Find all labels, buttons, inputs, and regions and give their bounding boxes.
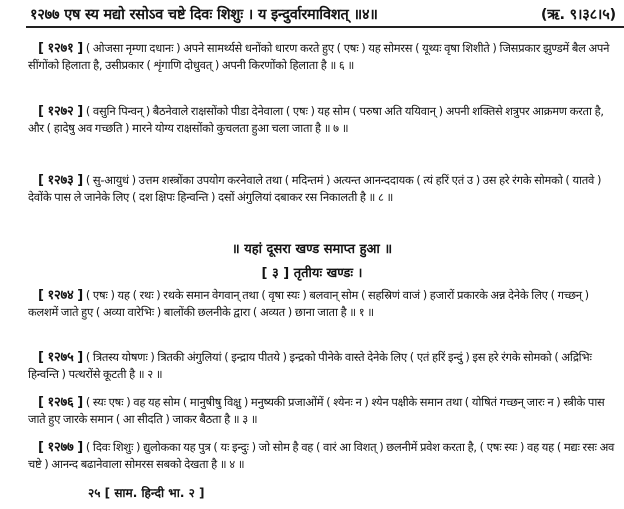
verse-number: [ १२७७ ]: [38, 440, 83, 455]
verse-number: [ १२७४ ]: [38, 288, 83, 303]
verse-text: ( स्यः एषः ) वह यह सोम ( मानुषीषु विक्षु ) मनुष्यकी प्रजाओंमें ( श्येनः न ) श्येन पक्षीके समान तथा ( योषितं गच्छन् जारः न ) स्त्रीके पास जाते हुए जारके समान ( आ सीदति ) जाकर बैठता है ॥ ३ ॥: [28, 395, 605, 426]
page-footer: २५ [ साम. हिन्दी भा. २ ]: [88, 486, 205, 500]
page-header: [30, 4, 620, 24]
verse-text: ( वसुनि पिन्वन् ) बैठनेवाले राक्षसोंको पीडा देनेवाला ( एषः ) यह सोम ( परुषा अति ययिवान् ) अपनी शक्तिसे शत्रुपर आक्रमण करता है, और ( हादेषु अव गच्छति ) मारने योग्य राक्षसोंको कुचलता हुआ चला जाता है ॥ ७ ॥: [28, 104, 604, 135]
header-reference: (ऋ. ९।३८।५): [540, 7, 616, 23]
verse-number: [ १२७५ ]: [38, 350, 83, 365]
verse-text: ( दिवः शिशुः ) द्युलोकका यह पुत्र ( यः इन्दुः ) जो सोम है वह ( वारं आ विशत् ) छलनीमें प्रवेश करता है, ( एषः स्यः ) वह यह ( मद्यः रसः अव चष्टे ) आनन्द बढानेवाला सोमरस सबको देखता है ॥ ४ ॥: [28, 440, 615, 471]
paragraph-1274: [28, 287, 620, 321]
paragraph-1275: [28, 349, 620, 383]
header-title: १२७७ एष स्य मद्यो रसोऽव चष्टे दिवः शिशुः । य इन्दुर्वारमाविशत् ॥४॥: [30, 7, 378, 23]
verse-number: [ १२७१ ]: [38, 41, 83, 56]
verse-text: ( एषः ) यह ( रथः ) रथके समान वेगवान् तथा ( वृषा स्यः ) बलवान् सोम ( सहस्रिणं वाजं ) हजारों प्रकारके अन्न देनेके लिए ( गच्छन् ) कलशमें जाते हुए ( अव्या वारेभिः ) बालोंकी छलनीके द्वारा ( अव्यत ) छाना जाता है ॥ १ ॥: [28, 288, 589, 319]
verse-number: [ १२७६ ]: [38, 395, 83, 410]
section-title: [ ३ ] तृतीयः खण्डः ।: [261, 266, 363, 281]
paragraph-1273: [28, 172, 620, 206]
header-rule: [26, 26, 624, 28]
verse-number: [ १२७३ ]: [38, 173, 83, 188]
verse-text: ( त्रितस्य योषणः ) त्रितकी अंगुलियां ( इन्द्राय पीतये ) इन्द्रको पीनेके वास्ते देनेके लिए ( एतं हरिं इन्दुं ) इस हरे रंगके सोमको ( अद्रिभिः हिन्वन्ति ) पत्थरोंसे कूटती है ॥ २ ॥: [28, 350, 592, 381]
paragraph-1276: [28, 394, 620, 428]
paragraph-1271: [28, 40, 620, 74]
verse-number: [ १२७२ ]: [38, 104, 83, 119]
paragraph-1272: [28, 103, 620, 137]
verse-text: ( ओजसा नृम्णा दधानः ) अपने सामर्थ्यसे धनोंको धारण करते हुए ( एषः ) यह सोमरस ( यूथ्यः वृषा शिशीते ) जिसप्रकार झुण्डमें बैल अपने सींगोंको हिलाता है, उसीप्रकार ( शृंगाणि दोधुवत् ) अपनी किरणोंको हिलाता है ॥ ६ ॥: [28, 41, 610, 72]
section-end-note: ॥ यहां दूसरा खण्ड समाप्त हुआ ॥: [231, 242, 393, 257]
verse-text: ( सु-आयुधं ) उत्तम शस्त्रोंका उपयोग करनेवाले तथा ( मदिन्तमं ) अत्यन्त आनन्ददायक ( त्यं हरिं एतं उ ) उस हरे रंगके सोमको ( यातवे ) देवोंके पास ले जानेके लिए ( दश क्षिपः हिन्वन्ति ) दसों अंगुलियां दबाकर रस निकालती है ॥ ८ ॥: [28, 173, 602, 204]
paragraph-1277: [28, 439, 620, 473]
